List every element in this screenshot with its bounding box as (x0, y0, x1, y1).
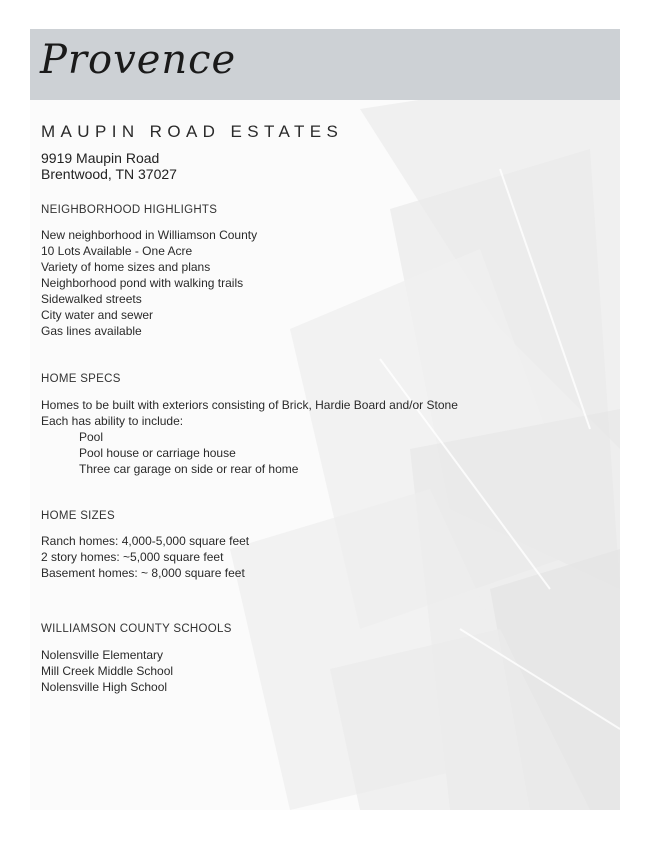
sizes-heading: HOME SIZES (41, 510, 115, 522)
list-item: Nolensville High School (41, 680, 168, 694)
header-band (30, 29, 620, 100)
list-item: 2 story homes: ~5,000 square feet (41, 550, 224, 564)
list-item: Each has ability to include: (41, 414, 184, 428)
list-subitem: Three car garage on side or rear of home (79, 462, 299, 476)
list-item: City water and sewer (41, 308, 154, 322)
list-subitem: Pool house or carriage house (79, 446, 236, 460)
list-item: Gas lines available (41, 324, 142, 338)
flyer-page (30, 29, 620, 810)
list-item: Mill Creek Middle School (41, 664, 174, 678)
highlights-heading: NEIGHBORHOOD HIGHLIGHTS (41, 204, 218, 216)
list-item: Neighborhood pond with walking trails (41, 276, 244, 290)
address-line-1: 9919 Maupin Road (41, 150, 160, 166)
property-title: MAUPIN ROAD ESTATES (41, 122, 344, 141)
address-line-2: Brentwood, TN 37027 (41, 166, 177, 182)
list-item: 10 Lots Available - One Acre (41, 244, 193, 258)
schools-list (41, 647, 173, 695)
sizes-list (41, 533, 249, 581)
list-item: New neighborhood in Williamson County (41, 228, 258, 242)
list-item: Variety of home sizes and plans (41, 260, 211, 274)
property-address (41, 150, 177, 182)
highlights-list (41, 227, 257, 339)
specs-list (41, 397, 458, 477)
brand-logo: Provence (40, 37, 237, 83)
list-item: Homes to be built with exteriors consisting of Brick, Hardie Board and/or Stone (41, 398, 458, 412)
list-item: Nolensville Elementary (41, 648, 164, 662)
specs-heading: HOME SPECS (41, 373, 121, 385)
list-subitem: Pool (79, 430, 104, 444)
list-item: Sidewalked streets (41, 292, 142, 306)
list-item: Basement homes: ~ 8,000 square feet (41, 566, 245, 580)
list-item: Ranch homes: 4,000-5,000 square feet (41, 534, 250, 548)
schools-heading: WILLIAMSON COUNTY SCHOOLS (41, 623, 232, 635)
